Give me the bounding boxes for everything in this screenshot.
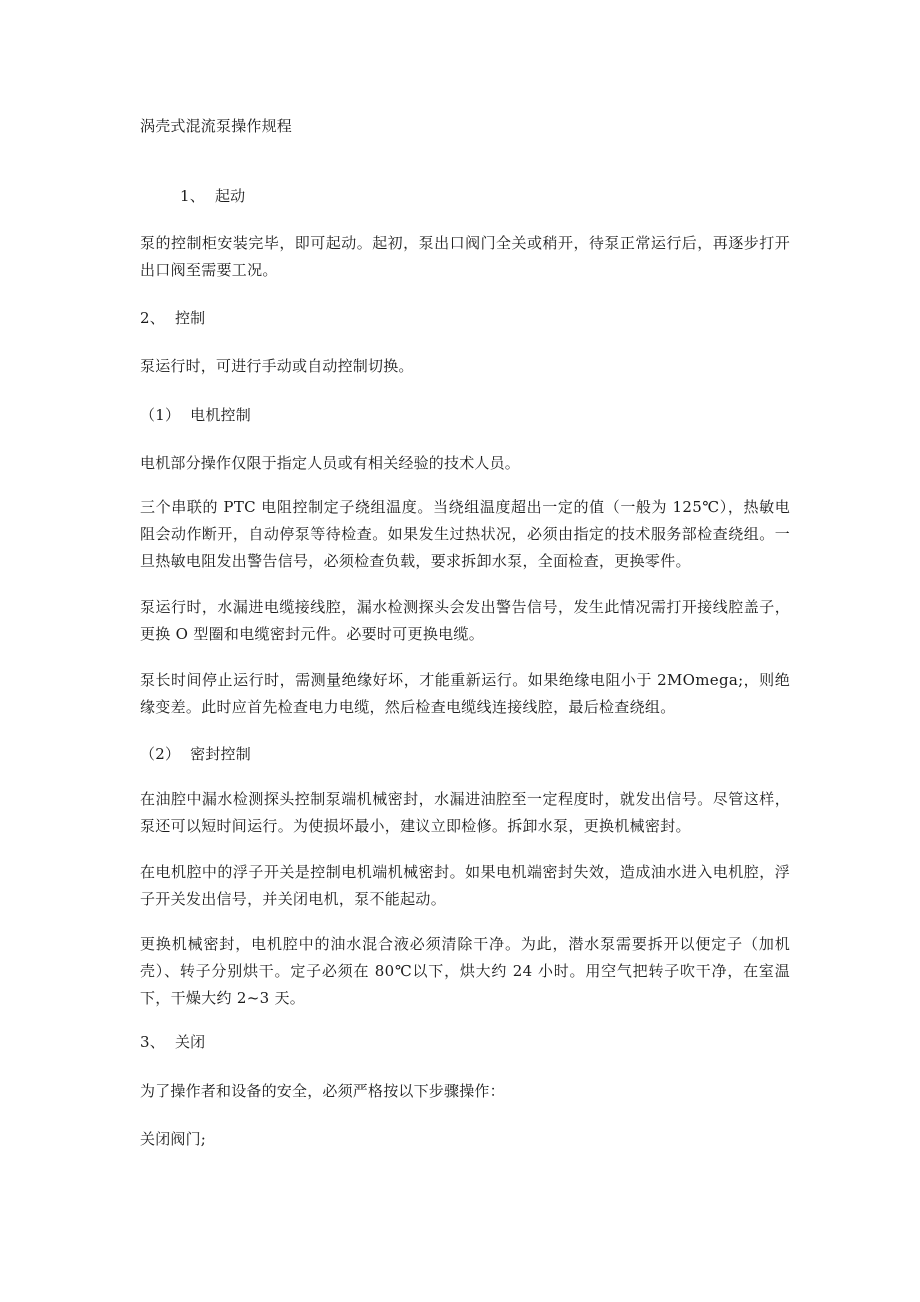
motor-control-paragraph-4: 泵长时间停止运行时，需测量绝缘好坏，才能重新运行。如果绝缘电阻小于 2MOmega;，则绝缘变差。此时应首先检查电力电缆，然后检查电缆线连接线腔，最后检查绕组。 (140, 671, 790, 716)
seal-control-paragraph-3: 更换机械密封，电机腔中的油水混合液必须清除干净。为此，潜水泵需要拆开以便定子（加机壳）、转子分别烘干。定子必须在 80℃以下，烘大约 24 小时。用空气把转子吹干净，在室温下，干燥大约 2~3 天。 (140, 935, 790, 1007)
subsection-2-heading (140, 744, 251, 764)
section-1-number: 1、 (180, 187, 205, 205)
section-3-paragraph-1: 为了操作者和设备的安全，必须严格按以下步骤操作： (140, 1082, 505, 1100)
subsection-2-title: 密封控制 (190, 745, 251, 763)
section-1-heading (180, 186, 245, 206)
seal-control-paragraph-1: 在油腔中漏水检测探头控制泵端机械密封，水漏进油腔至一定程度时，就发出信号。尽管这样，泵还可以短时间运行。为使损坏最小，建议立即检修。拆卸水泵，更换机械密封。 (140, 790, 790, 835)
section-2-heading (140, 308, 205, 328)
section-2-title: 控制 (174, 309, 206, 327)
subsection-1-title: 电机控制 (190, 406, 251, 424)
seal-control-paragraph-2: 在电机腔中的浮子开关是控制电机端机械密封。如果电机端密封失效，造成油水进入电机腔，浮子开关发出信号，并关闭电机，泵不能起动。 (140, 863, 790, 908)
section-2-number: 2、 (140, 309, 165, 327)
motor-control-paragraph-3: 泵运行时，水漏进电缆接线腔，漏水检测探头会发出警告信号，发生此情况需打开接线腔盖子，更换 O 型圈和电缆密封元件。必要时可更换电缆。 (140, 598, 790, 643)
section-2-paragraph: 泵运行时，可进行手动或自动控制切换。 (140, 357, 414, 375)
document-title: 涡壳式混流泵操作规程 (140, 117, 293, 135)
section-3-number: 3、 (140, 1033, 165, 1051)
subsection-1-number: （1） (140, 406, 181, 424)
section-3-title: 关闭 (174, 1033, 206, 1051)
subsection-1-heading (140, 405, 251, 425)
section-1-title: 起动 (214, 187, 246, 205)
section-1-paragraph: 泵的控制柜安装完毕，即可起动。起初，泵出口阀门全关或稍开，待泵正常运行后，再逐步打开出口阀至需要工况。 (140, 234, 790, 279)
motor-control-paragraph-2: 三个串联的 PTC 电阻控制定子绕组温度。当绕组温度超出一定的值（一般为 125℃），热敏电阻会动作断开，自动停泵等待检查。如果发生过热状况，必须由指定的技术服务部检查绕组。一旦热敏电阻发出警告信号，必须检查负载，要求拆卸水泵，全面检查，更换零件。 (140, 498, 790, 570)
section-3-paragraph-2: 关闭阀门; (140, 1130, 207, 1148)
motor-control-paragraph-1: 电机部分操作仅限于指定人员或有相关经验的技术人员。 (140, 454, 521, 472)
section-3-heading (140, 1032, 205, 1052)
subsection-2-number: （2） (140, 745, 181, 763)
